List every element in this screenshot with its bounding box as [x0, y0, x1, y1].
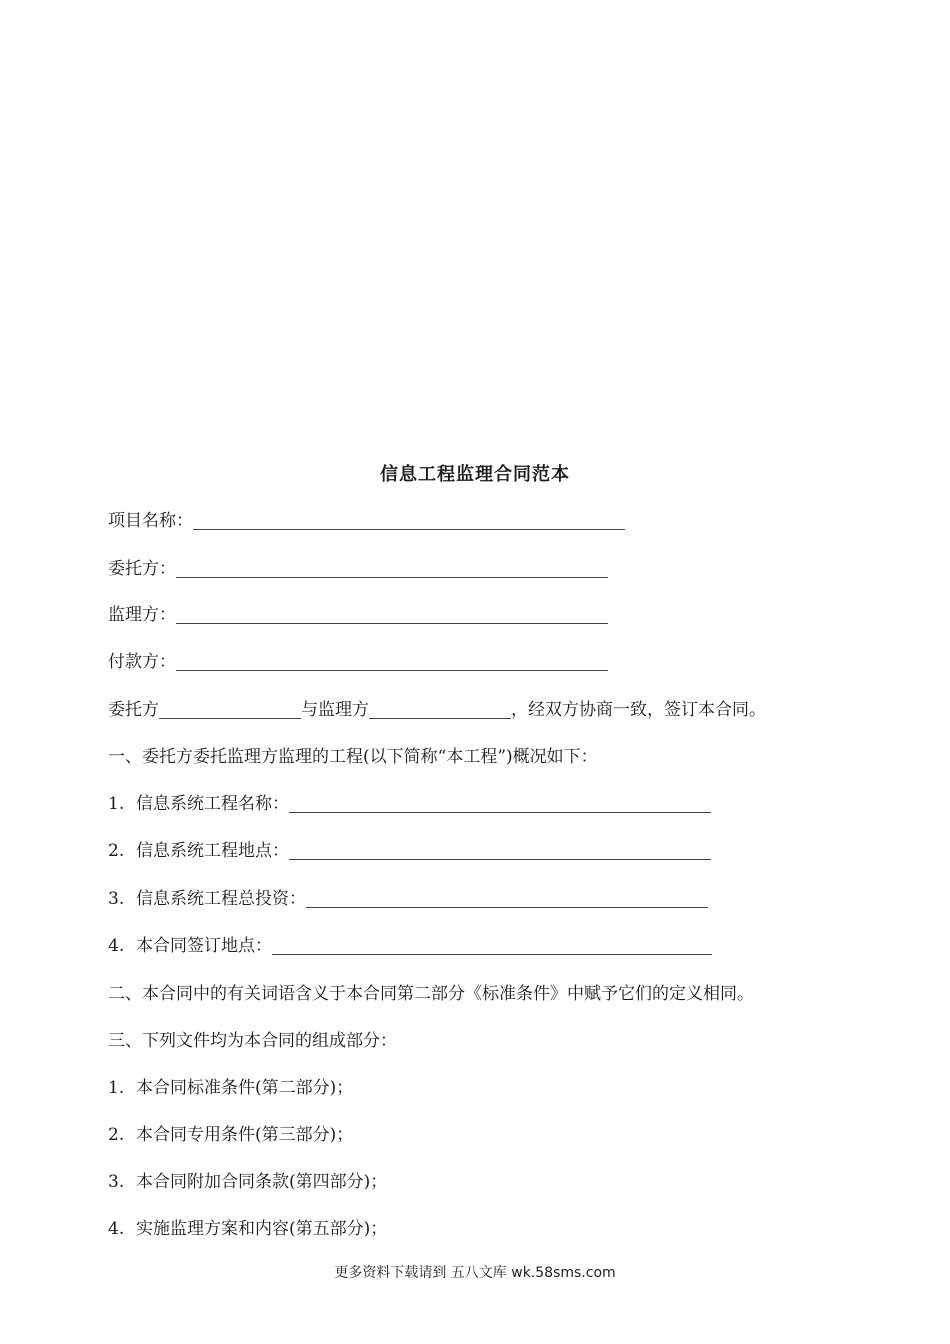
- section-2-text: 二、本合同中的有关词语含义于本合同第二部分《标准条件》中赋予它们的定义相同。: [108, 984, 754, 1004]
- field-project-name: [108, 508, 625, 534]
- section-3-item: [108, 1122, 353, 1148]
- item-number: 4.: [108, 1219, 125, 1239]
- section-3-heading: 三、下列文件均为本合同的组成部分：: [108, 1031, 397, 1051]
- blank-line: [272, 936, 712, 955]
- item-label: 本合同签订地点：: [136, 936, 272, 956]
- document-title: 信息工程监理合同范本: [380, 464, 570, 485]
- item-number: 1.: [108, 794, 125, 814]
- blank-line: [369, 700, 511, 719]
- field-label: 委托方：: [108, 559, 176, 579]
- intro-part-1: 委托方: [108, 700, 159, 720]
- item-text: 本合同附加合同条款(第四部分)；: [136, 1172, 388, 1192]
- intro-sentence: [108, 697, 766, 723]
- item-label: 信息系统工程总投资：: [136, 889, 306, 909]
- blank-line: [193, 511, 625, 530]
- item-number: 2.: [108, 841, 125, 861]
- blank-line: [289, 841, 711, 860]
- item-number: 3.: [108, 889, 125, 909]
- field-client: [108, 556, 608, 582]
- section-3-item: [108, 1169, 387, 1195]
- section-1-item: [108, 933, 712, 959]
- blank-line: [306, 889, 708, 908]
- section-1-item: [108, 791, 711, 817]
- intro-part-3: ，经双方协商一致，签订本合同。: [511, 700, 766, 720]
- item-text: 实施监理方案和内容(第五部分)；: [136, 1219, 388, 1239]
- section-3-item: [108, 1075, 353, 1101]
- item-number: 2.: [108, 1125, 125, 1145]
- item-number: 3.: [108, 1172, 125, 1192]
- footer-download-note: 更多资料下载请到 五八文库 wk.58sms.com: [334, 1265, 616, 1281]
- blank-line: [289, 794, 711, 813]
- blank-line: [176, 605, 608, 624]
- field-label: 付款方：: [108, 652, 176, 672]
- item-label: 信息系统工程名称：: [136, 794, 289, 814]
- blank-line: [159, 700, 301, 719]
- blank-line: [176, 652, 608, 671]
- field-label: 监理方：: [108, 605, 176, 625]
- section-1-item: [108, 838, 711, 864]
- intro-part-2: 与监理方: [301, 700, 369, 720]
- item-number: 1.: [108, 1078, 125, 1098]
- section-3-item: [108, 1216, 387, 1242]
- field-payer: [108, 649, 608, 675]
- item-text: 本合同专用条件(第三部分)；: [136, 1125, 354, 1145]
- section-1-item: [108, 886, 708, 912]
- item-text: 本合同标准条件(第二部分)；: [136, 1078, 354, 1098]
- field-supervisor: [108, 602, 608, 628]
- blank-line: [176, 559, 608, 578]
- item-number: 4.: [108, 936, 125, 956]
- field-label: 项目名称：: [108, 511, 193, 531]
- section-1-heading: 一、委托方委托监理方监理的工程(以下简称“本工程”)概况如下：: [108, 747, 598, 767]
- item-label: 信息系统工程地点：: [136, 841, 289, 861]
